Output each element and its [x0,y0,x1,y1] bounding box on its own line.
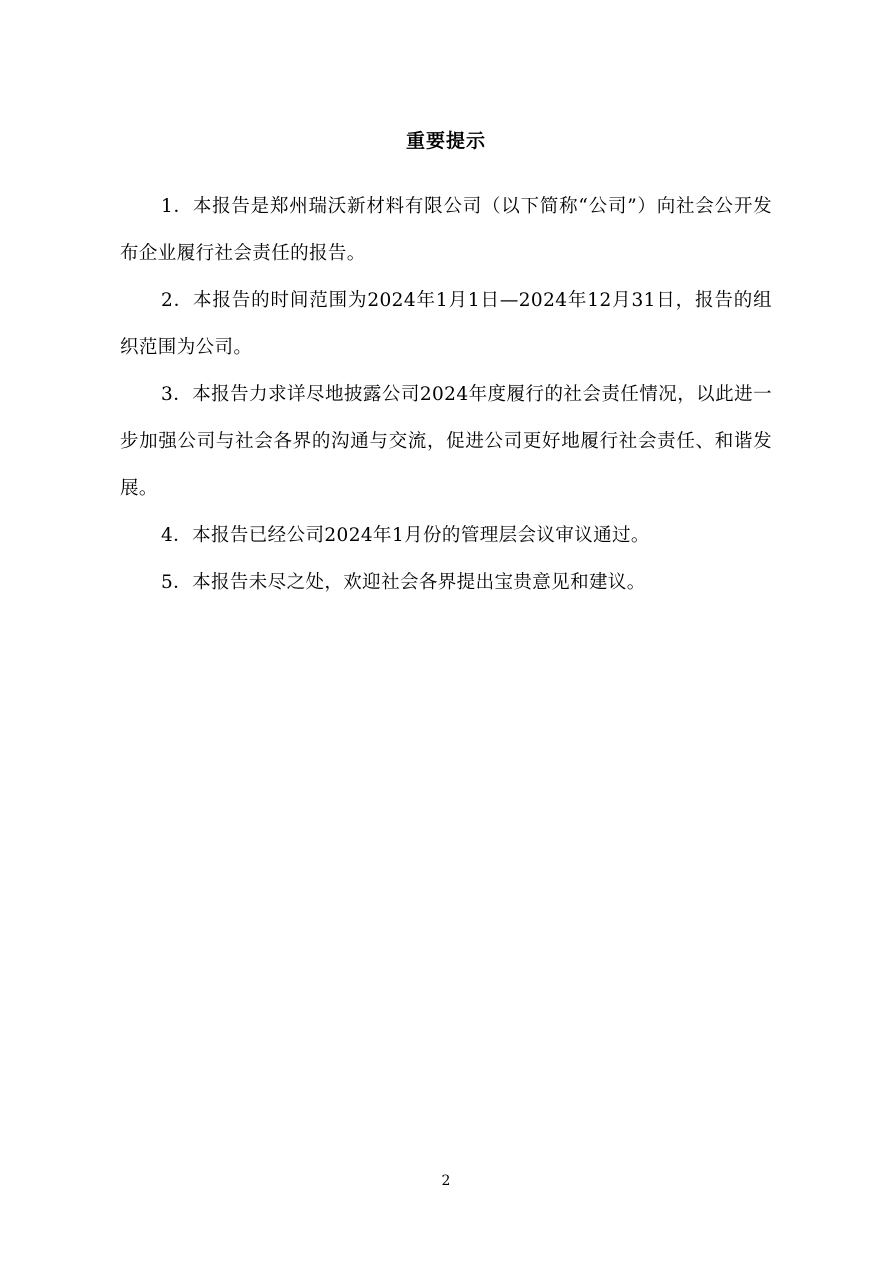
notice-body [120,183,772,606]
notice-paragraph-3: 3．本报告力求详尽地披露公司2024年度履行的社会责任情况，以此进一步加强公司与社会各界的沟通与交流，促进公司更好地履行社会责任、和谐发展。 [120,384,772,499]
notice-paragraph-4: 4．本报告已经公司2024年1月份的管理层会议审议通过。 [161,525,650,546]
notice-paragraph-2: 2．本报告的时间范围为2024年1月1日—2024年12月31日，报告的组织范围为公司。 [120,290,772,358]
page-number: 2 [441,1173,451,1189]
page-title: 重要提示 [405,130,486,152]
notice-paragraph-5: 5．本报告未尽之处，欢迎社会各界提出宝贵意见和建议。 [161,572,646,593]
notice-paragraph-1: 1．本报告是郑州瑞沃新材料有限公司（以下简称“公司”）向社会公开发布企业履行社会责任的报告。 [120,196,772,264]
